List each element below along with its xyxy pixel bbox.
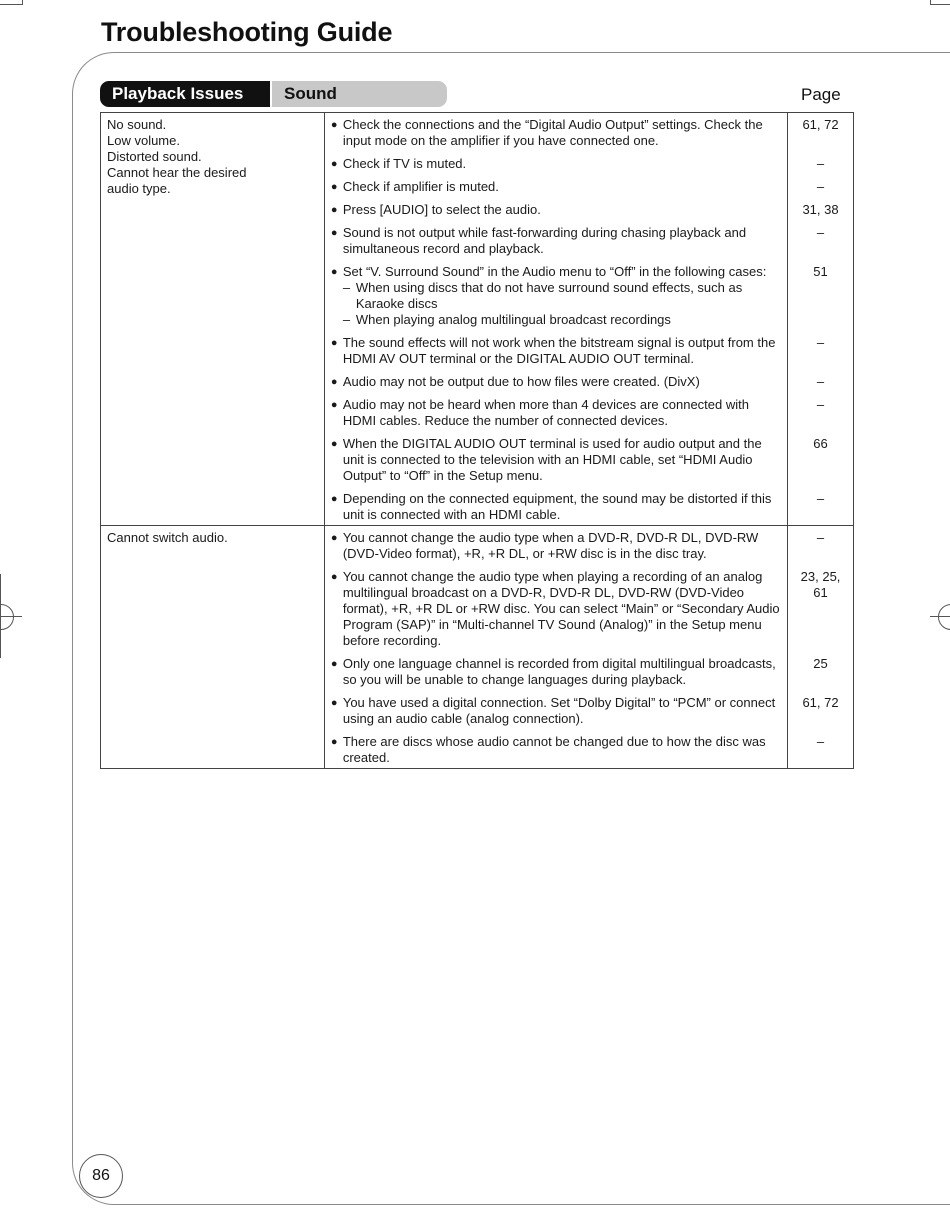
solution-text: Depending on the connected equipment, the sound may be distorted if this unit is connected with an HDMI cable.: [342, 491, 772, 522]
crop-mark: [22, 0, 23, 5]
tab-sound: Sound: [272, 81, 447, 107]
solution-item: [331, 117, 783, 149]
solution-item: [331, 436, 783, 484]
bullet-icon: ●: [330, 697, 338, 709]
solution-text: Check if amplifier is muted.: [342, 179, 499, 194]
bullet-icon: ●: [330, 493, 338, 505]
symptom-text: Cannot switch audio.: [107, 530, 228, 545]
solution-text: There are discs whose audio cannot be changed due to how the disc was created.: [342, 734, 766, 765]
solution-item: [331, 156, 783, 172]
page-reference: –: [816, 530, 825, 545]
solution-item: [331, 530, 783, 562]
bullet-icon: ●: [330, 399, 338, 411]
solution-subitem: [343, 312, 783, 328]
solution-body: [343, 491, 783, 523]
page-reference: –: [816, 491, 825, 506]
bullet-icon: ●: [330, 119, 338, 131]
dash-icon: –: [342, 280, 351, 295]
page-reference: 31, 38: [802, 202, 839, 217]
solution-item: [331, 491, 783, 523]
solution-text: You cannot change the audio type when a DVD-R, DVD-R DL, DVD-RW (DVD-Video format), +R, +R DL, or +RW disc is in the disc tray.: [342, 530, 759, 561]
solution-subitem: [343, 280, 783, 312]
page-reference: –: [816, 179, 825, 194]
solution-text: Only one language channel is recorded from digital multilingual broadcasts, so you will be unable to change languages during playback.: [342, 656, 776, 687]
solution-text: Check the connections and the “Digital Audio Output” settings. Check the input mode on the amplifier if you have connected one.: [342, 117, 763, 148]
solution-text: When the DIGITAL AUDIO OUT terminal is used for audio output and the unit is connected to the television with an HDMI cable, set “HDMI Audio Output” to “Off” in the Setup menu.: [342, 436, 762, 483]
solution-text: Sound is not output while fast-forwarding during chasing playback and simultaneous record and playback.: [342, 225, 747, 256]
table-row: [101, 113, 854, 526]
bullet-icon: ●: [330, 532, 338, 544]
solution-text: Audio may not be heard when more than 4 devices are connected with HDMI cables. Reduce the number of connected devices.: [342, 397, 749, 428]
bullet-icon: ●: [330, 438, 338, 450]
solution-body: [343, 117, 783, 149]
solution-body: [343, 374, 783, 390]
bullet-icon: ●: [330, 571, 338, 583]
solution-text: Press [AUDIO] to select the audio.: [342, 202, 541, 217]
page-reference: –: [816, 225, 825, 240]
solution-item: [331, 569, 783, 649]
bullet-icon: ●: [330, 337, 338, 349]
solution-body: [343, 569, 783, 649]
bullet-icon: ●: [330, 736, 338, 748]
symptom-text: Low volume.: [107, 133, 180, 148]
solution-body: [343, 695, 783, 727]
solution-text: You have used a digital connection. Set “Dolby Digital” to “PCM” or connect using an audio cable (analog connection).: [342, 695, 776, 726]
page-number: 86: [79, 1154, 123, 1198]
page-reference: –: [816, 374, 825, 389]
page-column-header: Page: [801, 85, 841, 104]
solution-body: [343, 397, 783, 429]
solution-body: [343, 734, 783, 766]
solution-cell: [324, 526, 787, 769]
solution-item: [331, 179, 783, 195]
tab-playback-issues: Playback Issues: [100, 81, 270, 107]
page-reference: 61, 72: [802, 695, 839, 710]
solution-text: Set “V. Surround Sound” in the Audio menu to “Off” in the following cases:: [342, 264, 767, 279]
solution-body: [343, 436, 783, 484]
bullet-icon: ●: [330, 181, 338, 193]
symptom-cell: [101, 526, 325, 769]
bullet-icon: ●: [330, 158, 338, 170]
page-reference: –: [816, 156, 825, 171]
page-ref-cell: [788, 113, 854, 526]
solution-body: [343, 264, 783, 328]
solution-body: [343, 202, 783, 218]
solution-item: [331, 734, 783, 766]
page-reference: 51: [813, 264, 828, 279]
page-title: Troubleshooting Guide: [101, 17, 393, 47]
solution-body: [343, 335, 783, 367]
troubleshooting-table: [100, 112, 854, 769]
bullet-icon: ●: [330, 204, 338, 216]
solution-item: [331, 202, 783, 218]
solution-item: [331, 264, 783, 328]
section-tabs: [100, 81, 447, 107]
page-reference: –: [816, 734, 825, 749]
solution-body: [343, 656, 783, 688]
subitem-text: When using discs that do not have surround sound effects, such as Karaoke discs: [355, 280, 743, 311]
solution-text: Audio may not be output due to how files were created. (DivX): [342, 374, 700, 389]
bullet-icon: ●: [330, 227, 338, 239]
symptom-text: audio type.: [107, 181, 171, 196]
page-reference: 66: [813, 436, 828, 451]
solution-body: [343, 156, 783, 172]
solution-item: [331, 374, 783, 390]
solution-item: [331, 397, 783, 429]
solution-body: [343, 179, 783, 195]
solution-item: [331, 656, 783, 688]
symptom-text: No sound.: [107, 117, 167, 132]
page-reference: 61, 72: [802, 117, 839, 132]
dash-icon: –: [342, 312, 351, 327]
registration-mark-icon: [0, 604, 14, 630]
solution-item: [331, 335, 783, 367]
bullet-icon: ●: [330, 376, 338, 388]
page-reference: 25: [813, 656, 828, 671]
solution-body: [343, 530, 783, 562]
solution-item: [331, 225, 783, 257]
crop-mark: [930, 4, 950, 5]
solution-cell: [324, 113, 787, 526]
solution-text: You cannot change the audio type when playing a recording of an analog multilingual broadcast on a DVD-R, DVD-R DL, DVD-RW (DVD-Video format), +R, +R DL or +RW disc. You can select “Main” or “Secondary Audio Program (SAP)” in “Multi-channel TV Sound (Analog)” in the Setup menu before recording.: [342, 569, 780, 648]
solution-text: The sound effects will not work when the bitstream signal is output from the HDMI AV OUT terminal or the DIGITAL AUDIO OUT terminal.: [342, 335, 776, 366]
page-reference: –: [816, 397, 825, 412]
page-reference: 23, 25, 61: [800, 569, 841, 600]
table-body: [101, 113, 854, 769]
page-ref-cell: [788, 526, 854, 769]
registration-mark: [0, 574, 1, 658]
solution-text: Check if TV is muted.: [342, 156, 467, 171]
symptom-text: Cannot hear the desired: [107, 165, 247, 180]
table-row: [101, 526, 854, 769]
bullet-icon: ●: [330, 658, 338, 670]
symptom-text: Distorted sound.: [107, 149, 202, 164]
registration-mark: [0, 616, 22, 617]
subitem-text: When playing analog multilingual broadcast recordings: [355, 312, 671, 327]
solution-body: [343, 225, 783, 257]
crop-mark: [0, 4, 22, 5]
solution-item: [331, 695, 783, 727]
symptom-cell: [101, 113, 325, 526]
page-reference: –: [816, 335, 825, 350]
bullet-icon: ●: [330, 266, 338, 278]
